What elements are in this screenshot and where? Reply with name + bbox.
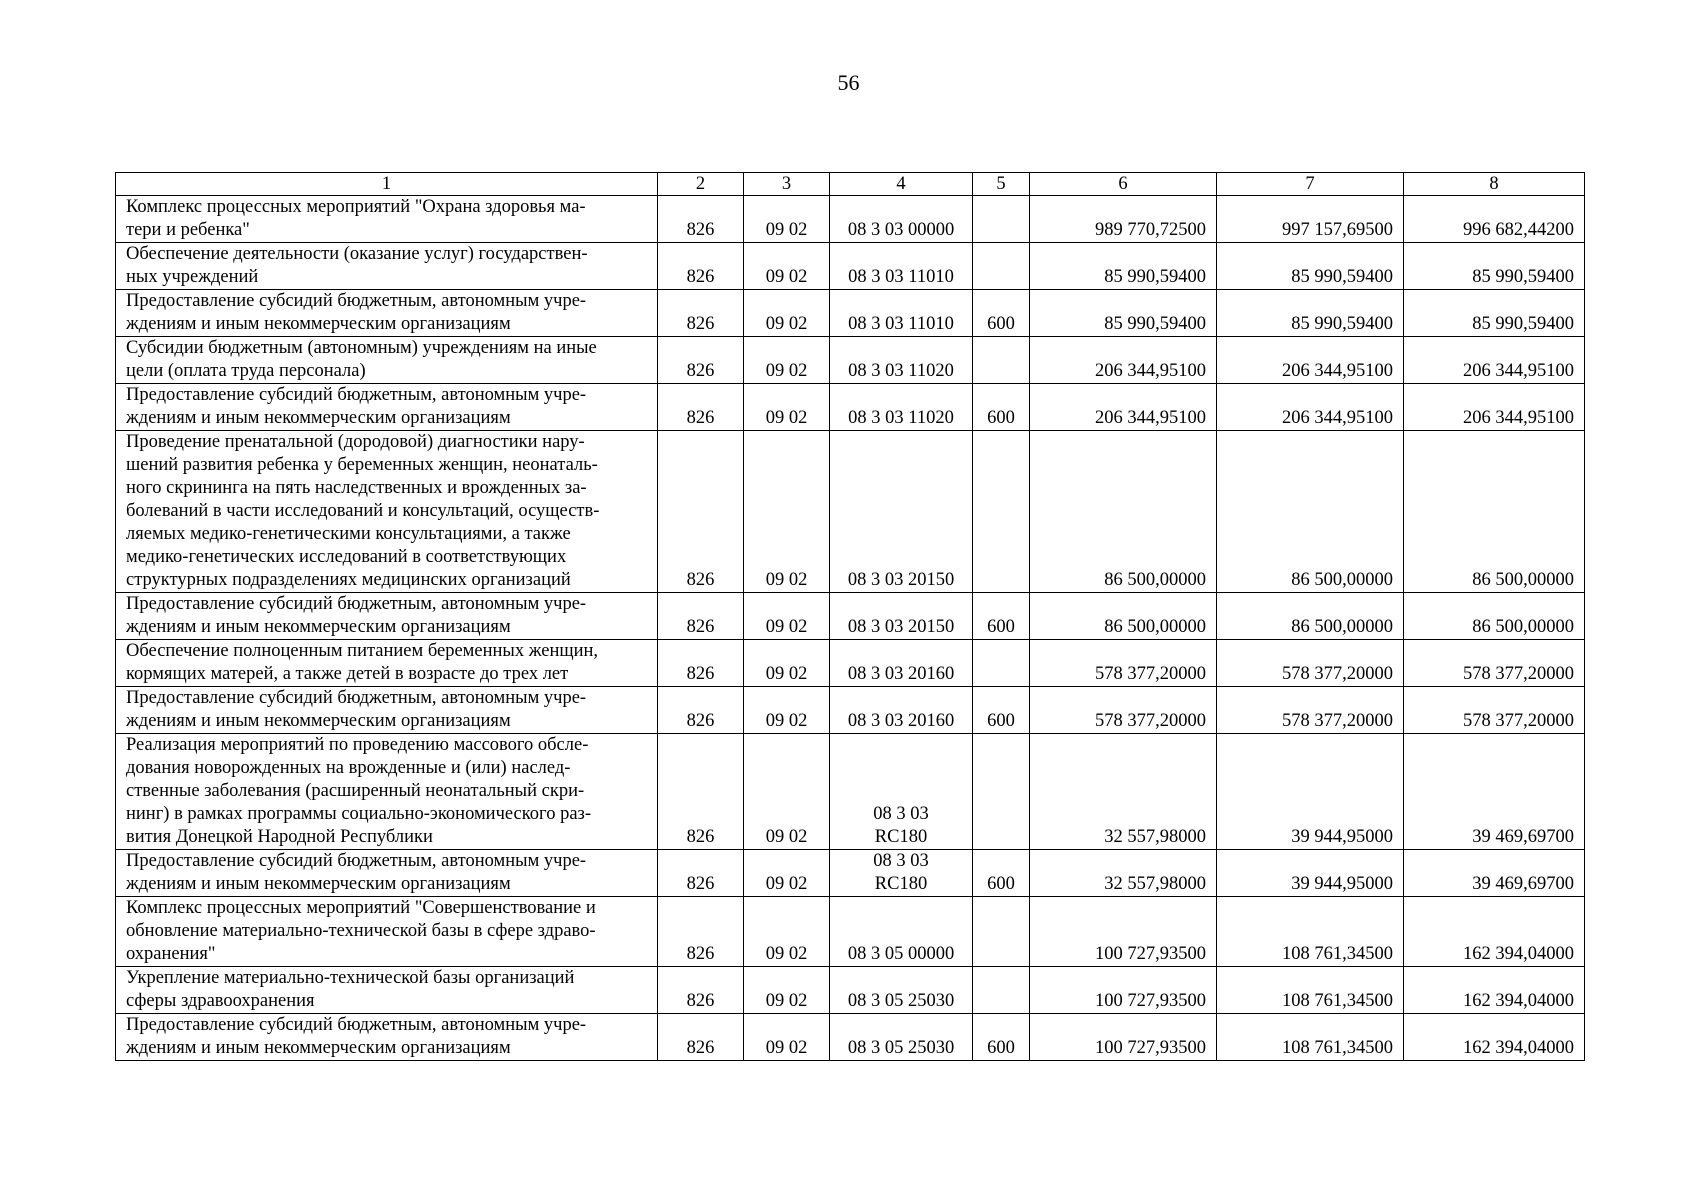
row-target-article-cell: 08 3 03 RC180 <box>830 850 973 897</box>
row-amount-cell: 578 377,20000 <box>1217 640 1404 687</box>
row-expense-type-cell <box>973 337 1030 384</box>
row-code-cell: 826 <box>658 337 744 384</box>
row-expense-type-cell <box>973 196 1030 243</box>
row-code-cell: 826 <box>658 1014 744 1061</box>
row-section-cell: 09 02 <box>744 593 830 640</box>
row-code-cell: 826 <box>658 196 744 243</box>
row-amount-cell: 578 377,20000 <box>1404 640 1585 687</box>
row-amount-cell: 997 157,69500 <box>1217 196 1404 243</box>
row-target-article-cell: 08 3 05 25030 <box>830 967 973 1014</box>
header-cell: 2 <box>658 173 744 196</box>
row-section-cell: 09 02 <box>744 897 830 967</box>
row-amount-cell: 32 557,98000 <box>1030 734 1217 850</box>
header-cell: 6 <box>1030 173 1217 196</box>
row-target-article-cell: 08 3 03 11010 <box>830 243 973 290</box>
row-name-cell: Предоставление субсидий бюджетным, автономным учре- ждениям и иным некоммерческим организациям <box>116 1014 658 1061</box>
row-amount-cell: 85 990,59400 <box>1404 290 1585 337</box>
row-name-cell: Реализация мероприятий по проведению массового обсле- дования новорожденных на врожденные и (или) наслед- ственные заболевания (расширенный неонатальный скри- нинг) в рамках программы социально-экономического раз- вития Донецкой Народной Республики <box>116 734 658 850</box>
page-number: 56 <box>837 70 860 95</box>
header-cell: 4 <box>830 173 973 196</box>
header-cell: 7 <box>1217 173 1404 196</box>
table-header-row <box>116 173 1585 196</box>
table-row <box>116 734 1585 850</box>
row-target-article-cell: 08 3 03 11020 <box>830 337 973 384</box>
row-code-cell: 826 <box>658 850 744 897</box>
row-code-cell: 826 <box>658 243 744 290</box>
row-section-cell: 09 02 <box>744 290 830 337</box>
row-name-cell: Предоставление субсидий бюджетным, автономным учре- ждениям и иным некоммерческим организациям <box>116 384 658 431</box>
row-target-article-cell: 08 3 03 20160 <box>830 640 973 687</box>
row-target-article-cell: 08 3 05 25030 <box>830 1014 973 1061</box>
row-amount-cell: 86 500,00000 <box>1030 431 1217 593</box>
row-expense-type-cell: 600 <box>973 290 1030 337</box>
row-section-cell: 09 02 <box>744 384 830 431</box>
row-amount-cell: 162 394,04000 <box>1404 1014 1585 1061</box>
header-cell: 5 <box>973 173 1030 196</box>
row-amount-cell: 578 377,20000 <box>1030 640 1217 687</box>
row-amount-cell: 989 770,72500 <box>1030 196 1217 243</box>
header-cell: 8 <box>1404 173 1585 196</box>
row-name-cell: Обеспечение полноценным питанием беременных женщин, кормящих матерей, а также детей в возрасте до трех лет <box>116 640 658 687</box>
row-amount-cell: 578 377,20000 <box>1217 687 1404 734</box>
row-target-article-cell: 08 3 03 20150 <box>830 593 973 640</box>
row-amount-cell: 578 377,20000 <box>1030 687 1217 734</box>
row-code-cell: 826 <box>658 687 744 734</box>
row-target-article-cell: 08 3 03 11010 <box>830 290 973 337</box>
row-code-cell: 826 <box>658 593 744 640</box>
row-code-cell: 826 <box>658 290 744 337</box>
row-expense-type-cell: 600 <box>973 593 1030 640</box>
row-amount-cell: 39 469,69700 <box>1404 734 1585 850</box>
row-target-article-cell: 08 3 03 11020 <box>830 384 973 431</box>
row-amount-cell: 108 761,34500 <box>1217 967 1404 1014</box>
row-amount-cell: 86 500,00000 <box>1030 593 1217 640</box>
table-row <box>116 196 1585 243</box>
row-section-cell: 09 02 <box>744 734 830 850</box>
row-amount-cell: 100 727,93500 <box>1030 897 1217 967</box>
row-amount-cell: 108 761,34500 <box>1217 897 1404 967</box>
row-section-cell: 09 02 <box>744 850 830 897</box>
row-section-cell: 09 02 <box>744 243 830 290</box>
row-expense-type-cell <box>973 897 1030 967</box>
row-expense-type-cell <box>973 734 1030 850</box>
table-row <box>116 431 1585 593</box>
row-expense-type-cell <box>973 967 1030 1014</box>
row-name-cell: Проведение пренатальной (дородовой) диагностики нару- шений развития ребенка у беременных женщин, неонаталь- ного скрининга на пять наследственных и врожденных за- болеваний в части исследований и консультаций, осуществ- ляемых медико-генетическими консультациями, а также медико-генетических исследований в соответствующих структурных подразделениях медицинских организаций <box>116 431 658 593</box>
budget-table <box>115 172 1585 1061</box>
row-name-cell: Предоставление субсидий бюджетным, автономным учре- ждениям и иным некоммерческим организациям <box>116 290 658 337</box>
row-amount-cell: 100 727,93500 <box>1030 967 1217 1014</box>
row-expense-type-cell <box>973 431 1030 593</box>
row-name-cell: Укрепление материально-технической базы организаций сферы здравоохранения <box>116 967 658 1014</box>
row-expense-type-cell: 600 <box>973 687 1030 734</box>
row-code-cell: 826 <box>658 734 744 850</box>
row-amount-cell: 86 500,00000 <box>1404 593 1585 640</box>
row-amount-cell: 32 557,98000 <box>1030 850 1217 897</box>
row-amount-cell: 108 761,34500 <box>1217 1014 1404 1061</box>
row-code-cell: 826 <box>658 640 744 687</box>
table-row <box>116 967 1585 1014</box>
row-amount-cell: 206 344,95100 <box>1404 384 1585 431</box>
row-name-cell: Комплекс процессных мероприятий "Совершенствование и обновление материально-технической базы в сфере здраво- охранения" <box>116 897 658 967</box>
row-amount-cell: 85 990,59400 <box>1217 290 1404 337</box>
row-target-article-cell: 08 3 03 20160 <box>830 687 973 734</box>
row-code-cell: 826 <box>658 431 744 593</box>
row-amount-cell: 85 990,59400 <box>1404 243 1585 290</box>
table-row <box>116 243 1585 290</box>
row-section-cell: 09 02 <box>744 640 830 687</box>
table-row <box>116 850 1585 897</box>
row-amount-cell: 206 344,95100 <box>1404 337 1585 384</box>
row-code-cell: 826 <box>658 897 744 967</box>
row-expense-type-cell: 600 <box>973 384 1030 431</box>
row-expense-type-cell: 600 <box>973 1014 1030 1061</box>
row-amount-cell: 86 500,00000 <box>1217 593 1404 640</box>
row-expense-type-cell <box>973 243 1030 290</box>
row-target-article-cell: 08 3 03 20150 <box>830 431 973 593</box>
row-section-cell: 09 02 <box>744 967 830 1014</box>
row-section-cell: 09 02 <box>744 196 830 243</box>
row-section-cell: 09 02 <box>744 687 830 734</box>
row-name-cell: Предоставление субсидий бюджетным, автономным учре- ждениям и иным некоммерческим организациям <box>116 850 658 897</box>
row-name-cell: Обеспечение деятельности (оказание услуг) государствен- ных учреждений <box>116 243 658 290</box>
row-section-cell: 09 02 <box>744 337 830 384</box>
row-amount-cell: 206 344,95100 <box>1217 337 1404 384</box>
row-amount-cell: 206 344,95100 <box>1030 337 1217 384</box>
row-expense-type-cell: 600 <box>973 850 1030 897</box>
row-amount-cell: 206 344,95100 <box>1217 384 1404 431</box>
row-amount-cell: 85 990,59400 <box>1217 243 1404 290</box>
row-amount-cell: 85 990,59400 <box>1030 243 1217 290</box>
row-name-cell: Предоставление субсидий бюджетным, автономным учре- ждениям и иным некоммерческим организациям <box>116 687 658 734</box>
row-target-article-cell: 08 3 03 RC180 <box>830 734 973 850</box>
row-amount-cell: 39 944,95000 <box>1217 850 1404 897</box>
row-amount-cell: 86 500,00000 <box>1404 431 1585 593</box>
row-amount-cell: 85 990,59400 <box>1030 290 1217 337</box>
row-code-cell: 826 <box>658 967 744 1014</box>
row-amount-cell: 206 344,95100 <box>1030 384 1217 431</box>
row-amount-cell: 162 394,04000 <box>1404 897 1585 967</box>
row-code-cell: 826 <box>658 384 744 431</box>
row-name-cell: Субсидии бюджетным (автономным) учреждениям на иные цели (оплата труда персонала) <box>116 337 658 384</box>
row-section-cell: 09 02 <box>744 1014 830 1061</box>
row-amount-cell: 100 727,93500 <box>1030 1014 1217 1061</box>
table-row <box>116 337 1585 384</box>
table-row <box>116 897 1585 967</box>
row-target-article-cell: 08 3 03 00000 <box>830 196 973 243</box>
row-expense-type-cell <box>973 640 1030 687</box>
table-row <box>116 687 1585 734</box>
table-row <box>116 1014 1585 1061</box>
row-amount-cell: 578 377,20000 <box>1404 687 1585 734</box>
row-amount-cell: 39 944,95000 <box>1217 734 1404 850</box>
row-amount-cell: 162 394,04000 <box>1404 967 1585 1014</box>
row-amount-cell: 39 469,69700 <box>1404 850 1585 897</box>
header-cell: 3 <box>744 173 830 196</box>
table-row <box>116 384 1585 431</box>
header-cell: 1 <box>116 173 658 196</box>
row-name-cell: Комплекс процессных мероприятий "Охрана здоровья ма- тери и ребенка" <box>116 196 658 243</box>
table-row <box>116 640 1585 687</box>
row-amount-cell: 996 682,44200 <box>1404 196 1585 243</box>
table-row <box>116 290 1585 337</box>
row-name-cell: Предоставление субсидий бюджетным, автономным учре- ждениям и иным некоммерческим организациям <box>116 593 658 640</box>
row-amount-cell: 86 500,00000 <box>1217 431 1404 593</box>
row-section-cell: 09 02 <box>744 431 830 593</box>
table-row <box>116 593 1585 640</box>
row-target-article-cell: 08 3 05 00000 <box>830 897 973 967</box>
